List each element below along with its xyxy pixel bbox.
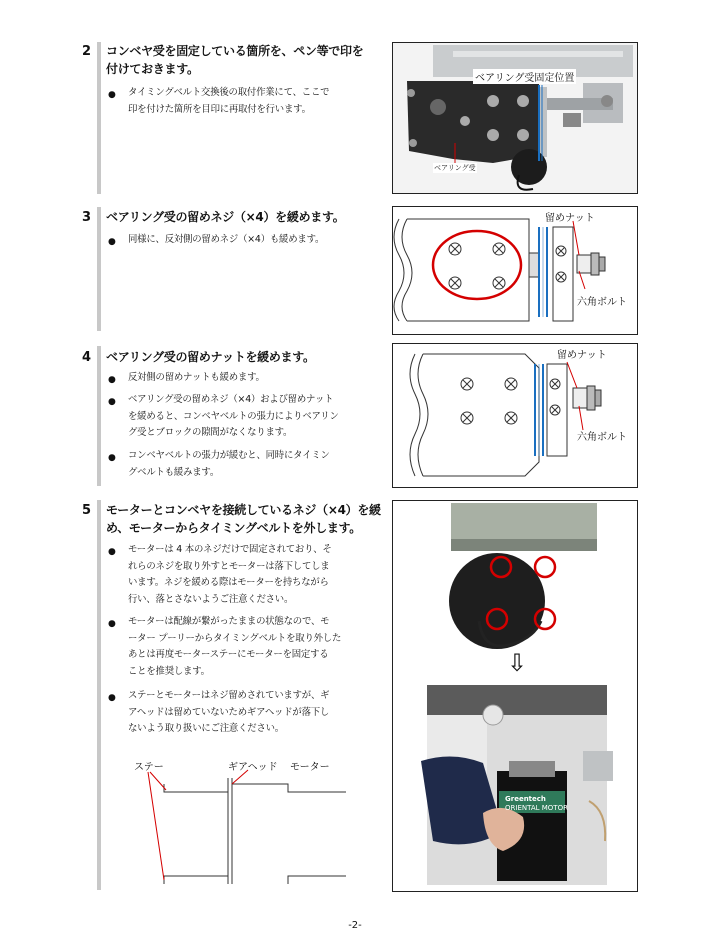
stay-label: ステー <box>134 762 164 773</box>
step-number: 3 <box>82 210 92 225</box>
bullet-line: 印を付けた箇所を目印に再取付を行います。 <box>128 103 311 115</box>
bullet-text <box>128 370 380 387</box>
bullet-line: ないよう取り扱いにご注意ください。 <box>128 723 284 734</box>
step-number: 4 <box>82 350 92 365</box>
bullet-line: ステーとモーターはネジ留めされていますが、ギ <box>128 690 330 701</box>
step-bar <box>97 500 101 890</box>
bullet-text <box>128 85 380 118</box>
bullet-icon: ● <box>108 547 116 557</box>
diagram-bearing-nut <box>392 343 638 488</box>
bullet-line: 同様に、反対側の留めネジ（×4）も緩めます。 <box>128 234 325 245</box>
motor-maker-label: ORIENTAL MOTOR <box>505 804 568 812</box>
photo-bearing-mount <box>392 42 638 194</box>
bullet-icon: ● <box>108 453 116 463</box>
motor-brand-label: Greentech <box>505 795 546 803</box>
bolt-label: 六角ボルト <box>577 297 627 308</box>
bullet-line: グ受とブロックの隙間がなくなります。 <box>128 427 293 438</box>
bullet-icon: ● <box>108 397 116 407</box>
step-number: 2 <box>82 44 92 59</box>
step-title-line: 付けておきます。 <box>106 62 199 76</box>
step-title-line: ベアリング受の留めナットを緩めます。 <box>106 350 315 364</box>
photo-motor-removal-illustration <box>393 501 637 891</box>
bullet-text <box>128 614 380 680</box>
bullet-line: ベアリング受の留めネジ（×4）および留めナット <box>128 394 334 405</box>
callout-label: ベアリング受 <box>434 164 476 172</box>
step-title-line: ベアリング受の留めネジ（×4）を緩めます。 <box>106 210 345 224</box>
diagram-bearing-nut-drawing <box>393 344 637 487</box>
photo-bearing-mount-illustration <box>393 43 637 193</box>
bullet-text <box>128 688 380 738</box>
bullet-icon: ● <box>108 237 116 247</box>
step-title <box>106 501 388 537</box>
diagram-stay-gearhead-motor <box>128 756 358 886</box>
step-title-line: め、モーターからタイミングベルトを外します。 <box>106 521 362 535</box>
bullet-line: ことを推奨します。 <box>128 665 210 677</box>
callout-label: ベアリング受固定位置 <box>473 69 576 84</box>
bullet-line: 反対側の留めナットも緩めます。 <box>128 372 265 383</box>
bullet-line: います。ネジを緩める際はモーターを持ちながら <box>128 577 329 588</box>
page-number: -2- <box>348 920 362 931</box>
nut-label: 留めナット <box>545 213 595 224</box>
bullet-icon: ● <box>108 693 116 703</box>
step-title <box>106 348 388 366</box>
bullet-text <box>128 542 380 608</box>
diagram-bearing-screws <box>392 206 638 335</box>
bolt-label: 六角ボルト <box>577 432 627 443</box>
step-title-line: モーターとコンベヤを接続しているネジ（×4）を緩 <box>106 503 381 517</box>
bullet-line: タイミングベルト交換後の取付作業にて、ここで <box>128 87 330 98</box>
step-title <box>106 42 388 78</box>
step-title-line: コンベヤ受を固定している箇所を、ペン等で印を <box>106 44 364 58</box>
step-bar <box>97 42 101 194</box>
bullet-line: コンベヤベルトの張力が緩むと、同時にタイミン <box>128 450 330 461</box>
photo-motor-removal <box>392 500 638 892</box>
bullet-line: アヘッドは留めていないためギアヘッドが落下し <box>128 706 330 718</box>
bullet-icon: ● <box>108 90 116 100</box>
motor-label: モーター <box>290 762 330 773</box>
bullet-line: グベルトも緩みます。 <box>128 466 219 478</box>
step-number: 5 <box>82 503 92 518</box>
step-bar <box>97 207 101 331</box>
bullet-line: モーターは配線が繋がったままの状態なので、モ <box>128 616 330 627</box>
bullet-text <box>128 392 380 442</box>
diagram-stay-gearhead-motor-drawing <box>128 756 358 886</box>
bullet-line: モーターは 4 本のネジだけで固定されており、そ <box>128 544 332 555</box>
bullet-icon: ● <box>108 375 116 385</box>
bullet-icon: ● <box>108 619 116 629</box>
bullet-line: 行い、落とさないようご注意ください。 <box>128 593 294 605</box>
diagram-bearing-screws-drawing <box>393 207 637 334</box>
step-bar <box>97 346 101 486</box>
bullet-text <box>128 448 380 481</box>
bullet-text <box>128 232 380 249</box>
step-title <box>106 208 388 226</box>
bullet-line: ーター プーリーからタイミングベルトを取り外した <box>128 632 342 644</box>
bullet-line: あとは再度モーターステーにモーターを固定する <box>128 649 329 660</box>
bullet-line: を緩めると、コンベヤベルトの張力によりベアリン <box>128 410 339 422</box>
nut-label: 留めナット <box>557 350 607 361</box>
arrow-down-icon: ⇩ <box>507 649 528 677</box>
gearhead-label: ギアヘッド <box>228 762 278 773</box>
bullet-line: れらのネジを取り外すとモーターは落下してしま <box>128 560 330 572</box>
